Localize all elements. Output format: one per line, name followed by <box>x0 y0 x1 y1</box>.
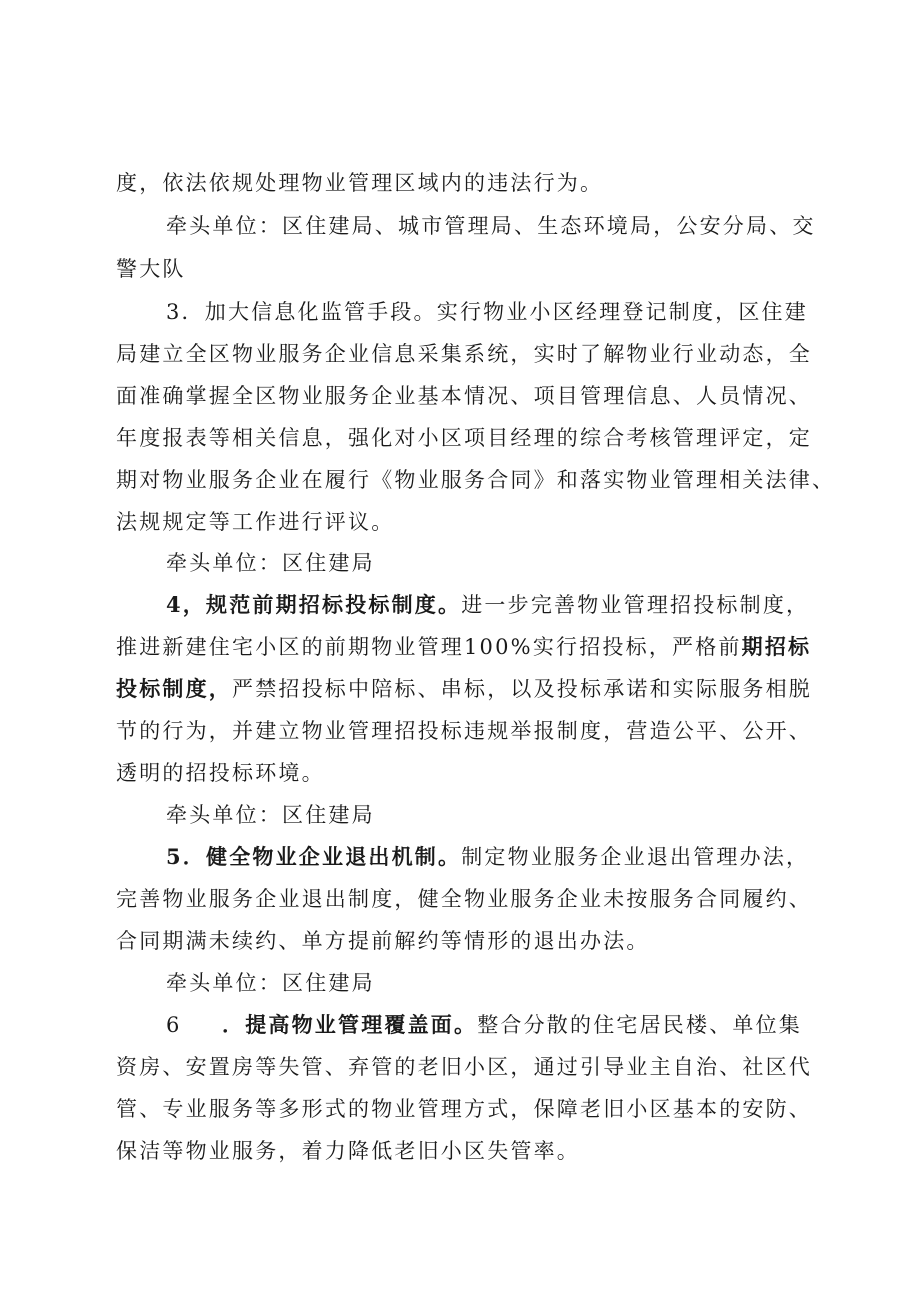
item-5-lead-unit: 牵头单位：区住建局 <box>166 971 375 995</box>
item-3-body-line: 期对物业服务企业在履行《物业服务合同》和落实物业管理相关法律、 <box>116 468 836 492</box>
item-4-text: 推进新建住宅小区的前期物业管理100%实行招投标，严格前 <box>116 635 742 659</box>
item-6-body-line: 保洁等物业服务，着力降低老旧小区失管率。 <box>116 1139 580 1163</box>
item-3-body-line: 年度报表等相关信息，强化对小区项目经理的综合考核管理评定，定 <box>116 426 812 450</box>
item-3-lead-unit: 牵头单位：区住建局 <box>166 551 375 575</box>
item-3-body-line: 面准确掌握全区物业服务企业基本情况、项目管理信息、人员情况、 <box>116 384 812 408</box>
item-4-bold-text: 投标制度， <box>116 676 232 701</box>
item-3-heading-line: 3．加大信息化监管手段。实行物业小区经理登记制度，区住建 <box>166 300 808 324</box>
item-4-body-line <box>116 632 811 662</box>
item-6-body-line: 资房、安置房等失管、弃管的老旧小区，通过引导业主自治、社区代 <box>116 1055 812 1079</box>
item-5-heading-line <box>166 842 809 872</box>
item-4-text: 进一步完善物业管理招投标制度， <box>461 593 810 617</box>
item-5-body-line: 合同期满未续约、单方提前解约等情形的退出办法。 <box>116 929 650 953</box>
item-3-body-line: 局建立全区物业服务企业信息采集系统，实时了解物业行业动态，全 <box>116 342 812 366</box>
item-4-title: 4，规范前期招标投标制度。 <box>166 592 462 617</box>
item-4-heading-line <box>166 590 809 620</box>
item-6-number: 6 <box>166 1013 182 1037</box>
item-4-body-line: 透明的招投标环境。 <box>116 761 325 785</box>
item-4-body-line: 节的行为，并建立物业管理招投标违规举报制度，营造公平、公开、 <box>116 719 812 743</box>
lead-unit-line: 牵头单位：区住建局、城市管理局、生态环境局，公安分局、交 <box>166 214 816 238</box>
item-3-body-line: 法规规定等工作进行评议。 <box>116 510 395 534</box>
item-6-heading-line <box>166 1010 802 1040</box>
item-5-title: 5．健全物业企业退出机制。 <box>166 844 462 869</box>
item-6-text: 整合分散的住宅居民楼、单位集 <box>477 1013 803 1037</box>
paragraph-continuation: 度，依法依规处理物业管理区域内的违法行为。 <box>116 171 604 195</box>
item-5-body-line: 完善物业服务企业退出制度，健全物业服务企业未按服务合同履约、 <box>116 887 812 911</box>
item-6-title: ．提高物业管理覆盖面。 <box>222 1012 478 1037</box>
item-4-lead-unit: 牵头单位：区住建局 <box>166 803 375 827</box>
item-4-body-line <box>116 674 812 704</box>
item-6-body-line: 管、专业服务等多形式的物业管理方式，保障老旧小区基本的安防、 <box>116 1097 812 1121</box>
item-5-text: 制定物业服务企业退出管理办法， <box>461 845 810 869</box>
lead-unit-line: 警大队 <box>116 257 186 281</box>
item-4-bold-text: 期招标 <box>741 634 812 659</box>
item-4-text: 严禁招投标中陪标、串标，以及投标承诺和实际服务相脱 <box>232 677 812 701</box>
